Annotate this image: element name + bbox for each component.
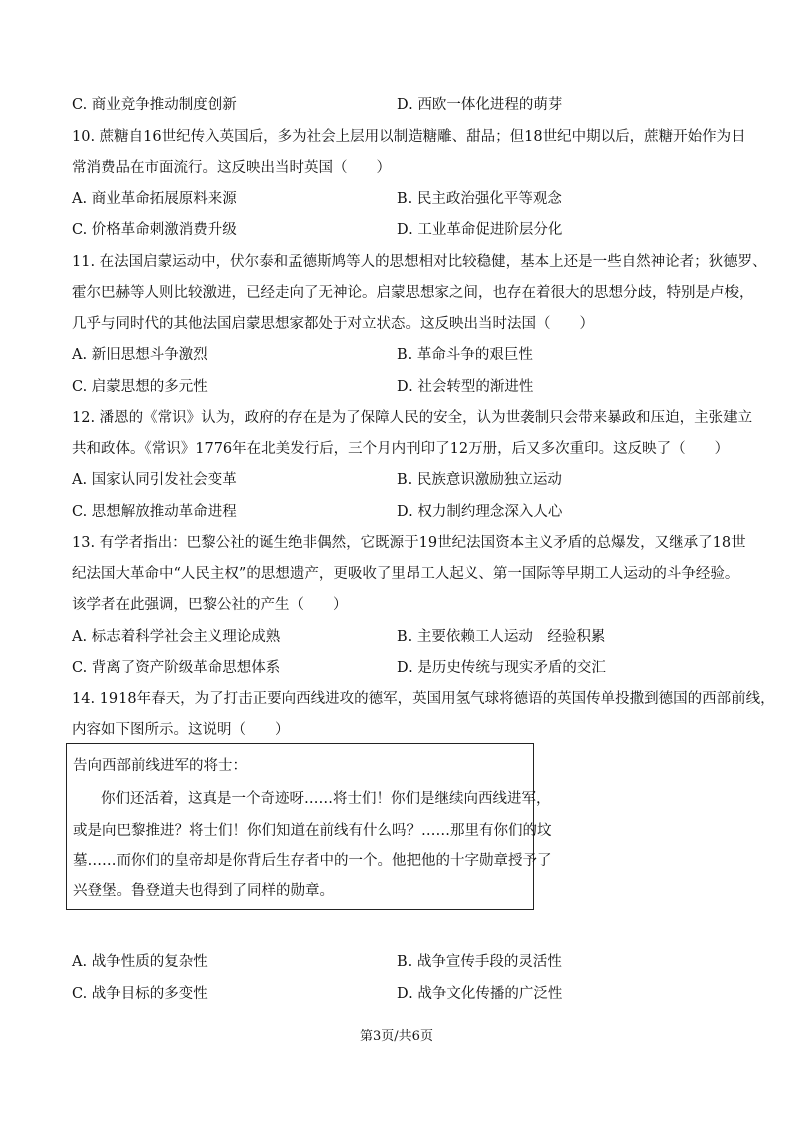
q14-option-c: C. 战争目标的多变性 — [72, 986, 208, 1002]
leaflet-line: 或是向巴黎推进？将士们！你们知道在前线有什么吗？……那里有你们的坟 — [73, 823, 552, 839]
q11-option-d: D. 社会转型的渐进性 — [397, 379, 534, 395]
q12-option-a: A. 国家认同引发社会变革 — [72, 472, 237, 488]
q14-option-a: A. 战争性质的复杂性 — [72, 954, 208, 970]
q10-stem-line2: 常消费品在市面流行。这反映出当时英国（ ） — [72, 160, 391, 176]
q13-option-d: D. 是历史传统与现实矛盾的交汇 — [397, 660, 606, 676]
q9-option-c: C. 商业竞争推动制度创新 — [72, 97, 237, 113]
q10-option-a: A. 商业革命拓展原料来源 — [72, 191, 237, 207]
q10-option-d: D. 工业革命促进阶层分化 — [397, 222, 563, 238]
q10-stem-line1: 10. 蔗糖自16世纪传入英国后，多为社会上层用以制造糖雕、甜品；但18世纪中期以后，蔗糖开始作为日 — [72, 129, 746, 145]
q11-option-a: A. 新旧思想斗争激烈 — [72, 347, 208, 363]
q11-option-c: C. 启蒙思想的多元性 — [72, 379, 208, 395]
leaflet-text-box — [66, 743, 552, 910]
q14-stem-line2: 内容如下图所示。这说明（ ） — [72, 722, 290, 738]
q10-option-c: C. 价格革命刺激消费升级 — [72, 222, 237, 238]
q14-option-d: D. 战争文化传播的广泛性 — [397, 986, 563, 1002]
q12-option-d: D. 权力制约理念深入人心 — [397, 504, 563, 520]
leaflet-line: 墓……而你们的皇帝却是你背后生存者中的一个。他把他的十字勋章授予了 — [73, 853, 552, 869]
leaflet-heading: 告向西部前线进军的将士： — [73, 758, 247, 774]
q10-option-b: B. 民主政治强化平等观念 — [397, 191, 562, 207]
q13-stem-line1: 13. 有学者指出：巴黎公社的诞生绝非偶然，它既源于19世纪法国资本主义矛盾的总爆发，又继承了18世 — [72, 535, 746, 551]
q11-stem-line1: 11. 在法国启蒙运动中，伏尔泰和孟德斯鸠等人的思想相对比较稳健，基本上还是一些自然神论者；狄德罗、 — [72, 254, 767, 270]
q13-stem-line2: 纪法国大革命中“人民主权”的思想遗产，更吸收了里昂工人起义、第一国际等早期工人运动的斗争经验。 — [72, 566, 740, 582]
q11-stem-line3: 几乎与同时代的其他法国启蒙思想家都处于对立状态。这反映出当时法国（ ） — [72, 316, 594, 332]
q12-option-c: C. 思想解放推动革命进程 — [72, 504, 237, 520]
q12-stem-line1: 12. 潘恩的《常识》认为，政府的存在是为了保障人民的安全，认为世袭制只会带来暴政和压迫，主张建立 — [72, 410, 753, 426]
q13-option-b: B. 主要依赖工人运动 经验积累 — [397, 629, 606, 645]
q14-stem-line1: 14. 1918年春天，为了打击正要向西线进攻的德军，英国用氢气球将德语的英国传单投撒到德国的西部前线， — [72, 691, 775, 707]
q14-option-b: B. 战争宣传手段的灵活性 — [397, 954, 562, 970]
q13-option-a: A. 标志着科学社会主义理论成熟 — [72, 629, 281, 645]
q11-stem-line2: 霍尔巴赫等人则比较激进，已经走向了无神论。启蒙思想家之间，也存在着很大的思想分歧，特别是卢梭， — [72, 285, 754, 301]
page-number: 第3页/共6页 — [360, 1029, 433, 1044]
leaflet-line: 你们还活着，这真是一个奇迹呀……将士们！你们是继续向西线进军， — [101, 791, 551, 807]
q12-stem-line2: 共和政体。《常识》1776年在北美发行后，三个月内刊印了12万册，后又多次重印。这反映了（ ） — [72, 441, 730, 457]
q13-option-c: C. 背离了资产阶级革命思想体系 — [72, 660, 281, 676]
q12-option-b: B. 民族意识激励独立运动 — [397, 472, 562, 488]
leaflet-line: 兴登堡。鲁登道夫也得到了同样的勋章。 — [73, 883, 334, 899]
q9-option-d: D. 西欧一体化进程的萌芽 — [397, 97, 563, 113]
q13-stem-line3: 该学者在此强调，巴黎公社的产生（ ） — [72, 597, 348, 613]
q11-option-b: B. 革命斗争的艰巨性 — [397, 347, 533, 363]
